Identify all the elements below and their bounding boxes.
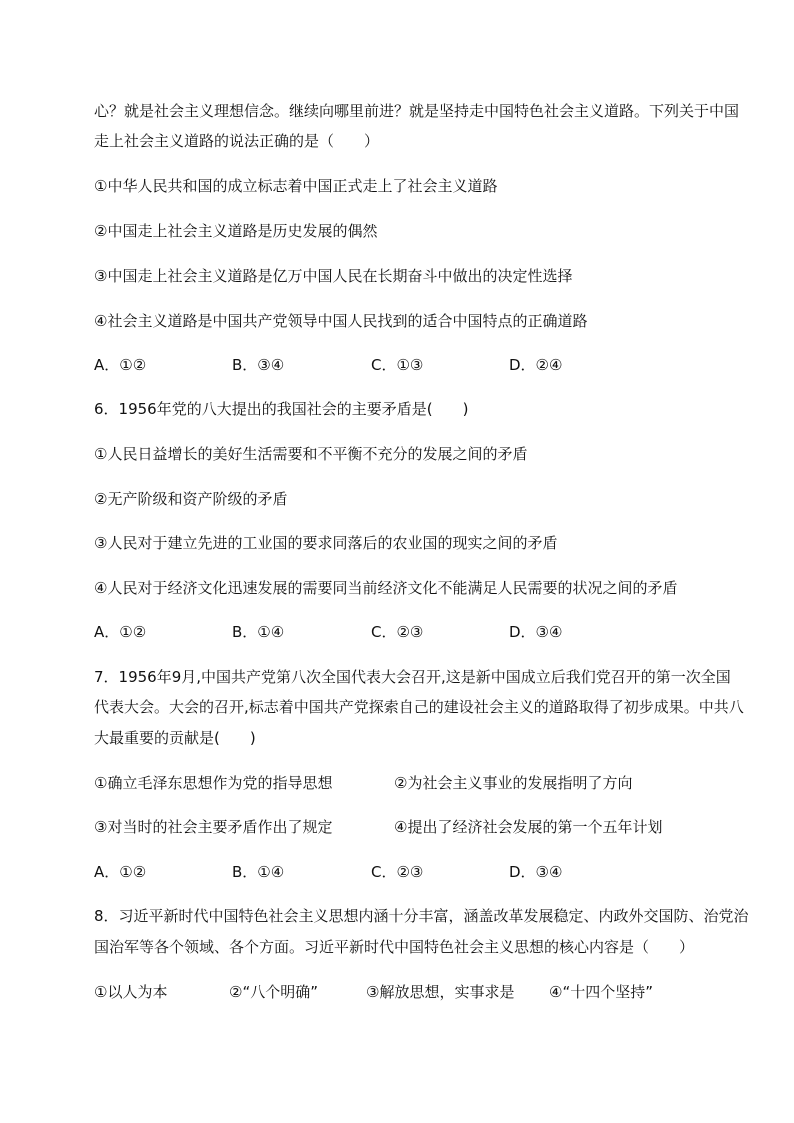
q8-item-1: ①以人为本 <box>94 983 168 1001</box>
q6-item-2: ②无产阶级和资产阶级的矛盾 <box>94 490 288 508</box>
q6-item-1: ①人民日益增长的美好生活需要和不平衡不充分的发展之间的矛盾 <box>94 445 528 463</box>
q5-stem-line-2: 走上社会主义道路的说法正确的是（ ） <box>94 132 380 150</box>
q6-stem: 6．1956年党的八大提出的我国社会的主要矛盾是( ) <box>94 400 469 418</box>
q5-option-b: B．③④ <box>232 356 285 374</box>
q6-option-c: C．②③ <box>371 623 424 641</box>
q7-option-b: B．①④ <box>232 863 285 881</box>
q8-item-4: ④“十四个坚持” <box>549 983 653 1001</box>
q5-option-d: D．②④ <box>509 356 563 374</box>
q7-item-1: ①确立毛泽东思想作为党的指导思想 <box>94 774 333 792</box>
q7-option-c: C．②③ <box>371 863 424 881</box>
q5-stem-line-1: 心？就是社会主义理想信念。继续向哪里前进？就是坚持走中国特色社会主义道路。下列关于中国 <box>94 102 740 120</box>
q7-stem-line-3: 大最重要的贡献是( ) <box>94 729 256 747</box>
q6-option-b: B．①④ <box>232 623 285 641</box>
q5-item-4: ④社会主义道路是中国共产党领导中国人民找到的适合中国特点的正确道路 <box>94 312 588 330</box>
q8-item-2: ②“八个明确” <box>229 983 318 1001</box>
q5-option-a: A．①② <box>94 356 147 374</box>
q6-item-4: ④人民对于经济文化迅速发展的需要同当前经济文化不能满足人民需要的状况之间的矛盾 <box>94 579 678 597</box>
q7-stem-line-2: 代表大会。大会的召开,标志着中国共产党探索自己的建设社会主义的道路取得了初步成果。中共八 <box>94 698 744 716</box>
q7-option-a: A．①② <box>94 863 147 881</box>
q5-item-2: ②中国走上社会主义道路是历史发展的偶然 <box>94 222 378 240</box>
q8-stem-line-2: 国治军等各个领域、各个方面。习近平新时代中国特色社会主义思想的核心内容是（ ） <box>94 938 695 956</box>
q7-option-d: D．③④ <box>509 863 563 881</box>
q8-item-3: ③解放思想，实事求是 <box>366 983 515 1001</box>
q5-item-3: ③中国走上社会主义道路是亿万中国人民在长期奋斗中做出的决定性选择 <box>94 267 573 285</box>
q7-item-3: ③对当时的社会主要矛盾作出了规定 <box>94 818 333 836</box>
q7-stem-line-1: 7．1956年9月,中国共产党第八次全国代表大会召开,这是新中国成立后我们党召开的第一次全国 <box>94 668 731 686</box>
q6-option-d: D．③④ <box>509 623 563 641</box>
q5-option-c: C．①③ <box>371 356 424 374</box>
q5-item-1: ①中华人民共和国的成立标志着中国正式走上了社会主义道路 <box>94 177 498 195</box>
q6-item-3: ③人民对于建立先进的工业国的要求同落后的农业国的现实之间的矛盾 <box>94 534 558 552</box>
q7-item-2: ②为社会主义事业的发展指明了方向 <box>394 774 633 792</box>
q7-item-4: ④提出了经济社会发展的第一个五年计划 <box>394 818 663 836</box>
q8-stem-line-1: 8．习近平新时代中国特色社会主义思想内涵十分丰富，涵盖改革发展稳定、内政外交国防、治党治 <box>94 907 749 925</box>
q6-option-a: A．①② <box>94 623 147 641</box>
